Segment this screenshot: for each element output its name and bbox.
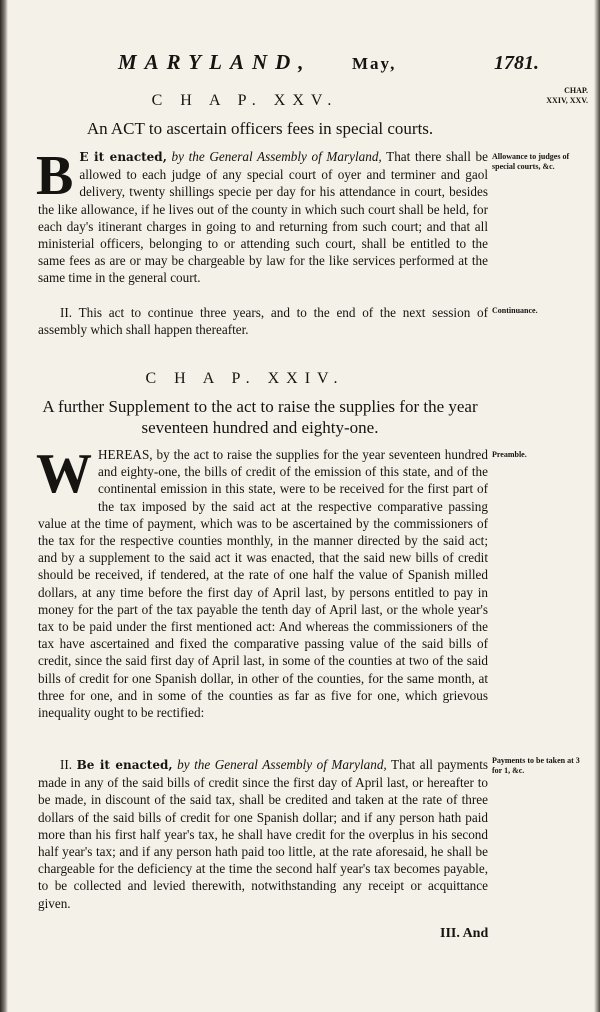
chapter-25-paragraph-2 xyxy=(38,304,488,338)
page-edge-shadow xyxy=(0,0,8,1012)
margin-note-payments: Payments to be taken at 3 for 1, &c. xyxy=(492,756,580,775)
margin-chapter-reference: CHAP. XXIV, XXV. xyxy=(546,86,588,105)
enacting-authority: by the General Assembly of Maryland, xyxy=(177,757,387,772)
catchword: III. And xyxy=(440,926,489,941)
chapter-24-heading: C H A P. XXIV. xyxy=(145,370,345,387)
enacting-authority: by the General Assembly of Maryland, xyxy=(171,149,382,164)
paragraph-text: That there shall be allowed to each judge of any special court of oyer and terminer and gaol delivery, twenty shillings specie per day for his attendance in court, besides the like allowance, if he lives out of the county in which such court shall be held, for each day's itinerant charges in going to and returning from such court; and that all ministerial officers, belonging to or attending such court, shall be entitled to the same fees as are or may be chargeable by law for the like services performed at the same time in the general court. xyxy=(38,149,488,286)
enacting-words: Be it enacted, xyxy=(76,758,173,772)
running-year: 1781. xyxy=(494,52,539,74)
chapter-24-paragraph-2 xyxy=(38,756,488,912)
chapter-24-title: A further Supplement to the act to raise the supplies for the year seventeen hundred and eighty-one. xyxy=(42,397,478,437)
running-title: MARYLAND, xyxy=(118,50,312,74)
margin-note-continuance: Continuance. xyxy=(492,306,538,315)
chapter-25-title: An ACT to ascertain officers fees in special courts. xyxy=(86,119,434,138)
margin-note-preamble: Preamble. xyxy=(492,450,527,459)
paragraph-text: by the act to raise the supplies for the year seventeen hundred and eighty-one, the bills of credit of the emission of this state, and of the continental emission in this state, were to be received for the first part of the tax imposed by the said act at the respective comparative passing value at the time of payment, which was to be ascertained by the commissioners of the tax for the respective counties monthly, in the manner directed by the said act; and by a supplement to the said act it was enacted, that the said new bills of credit should be received, if tendered, at the rate of one half the value of Spanish milled dollars, at any time before the first day of April last, by persons entitled to pay in money for the part of the tax payable the tenth day of April last, or the whole year's tax to be paid under the first mentioned act: And whereas the commissioners of the tax have ascertained and fixed the comparative passing value of the said bills of credit, since the said first day of April last, in some of the counties at two of the said bills of credit for one Spanish dollar, in other of the counties, for the same month, at three for one, and in some of the counties as far as five for one, which grievous inequality ought to be rectified: xyxy=(38,447,488,721)
paragraph-text: That all payments made in any of the said bills of credit since the first day of April last, or hereafter to be made, in discount of the said tax, shall be credited and taken at the rate of three dollars of the said bills of credit for one Spanish dollar; and if any person hath paid more than his first half year's tax, he shall have credit for the overplus in his second half year's tax; and if any person hath paid too little, at the rate aforesaid, he shall be chargeable for the deficiency at the time the second half year's tax becomes payable, to be collected and levied therewith, notwithstanding any receipt or acquittance given. xyxy=(38,757,489,911)
enacting-words: E it enacted, xyxy=(79,150,167,164)
paragraph-text: II. This act to continue three years, and to the end of the next session of assembly which shall happen thereafter. xyxy=(38,305,488,338)
chapter-25-paragraph-1 xyxy=(36,145,488,287)
chapter-24-paragraph-1 xyxy=(36,443,488,721)
margin-note-allowance: Allowance to judges of special courts, &c. xyxy=(492,152,570,171)
section-number: II. xyxy=(60,757,73,772)
chapter-25-heading: C H A P. XXV. xyxy=(151,92,339,109)
page-edge-shadow-right xyxy=(594,0,600,1012)
lead-word: HEREAS, xyxy=(98,447,153,462)
running-month: May, xyxy=(352,54,397,73)
drop-cap-w: W xyxy=(36,443,92,505)
drop-cap-b: B xyxy=(36,145,74,207)
